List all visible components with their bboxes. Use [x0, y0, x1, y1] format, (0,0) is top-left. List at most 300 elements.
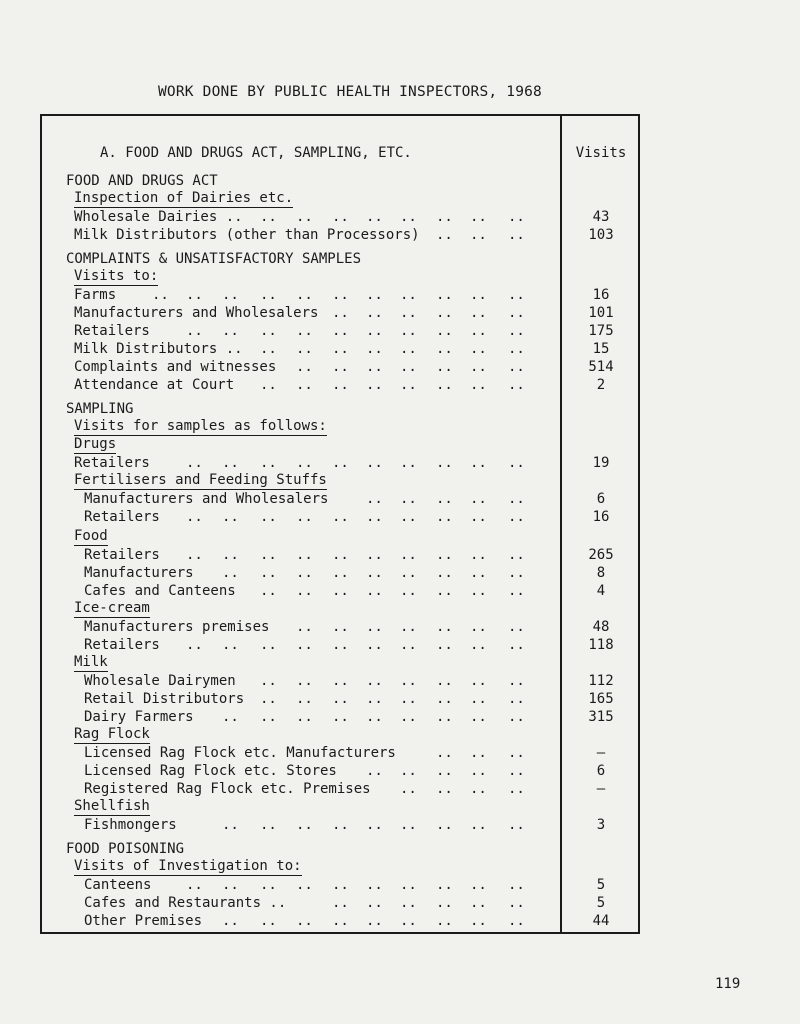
table-row [0, 708, 800, 726]
row-label: Manufacturers and Wholesalers [74, 305, 319, 321]
table-row [0, 582, 800, 600]
dot-leader: .. [470, 455, 487, 471]
dot-leader: .. [222, 565, 239, 581]
dot-leader: .. [260, 209, 277, 225]
dot-leader: .. [366, 619, 383, 635]
dot-leader: .. [366, 565, 383, 581]
visits-value: – [596, 781, 606, 797]
table-section-heading [0, 250, 800, 268]
dot-leader: .. [508, 455, 525, 471]
dot-leader: .. [508, 377, 525, 393]
table-row [0, 208, 800, 226]
dot-leader: .. [470, 763, 487, 779]
table-row [0, 912, 800, 930]
dot-leader: .. [470, 323, 487, 339]
dot-leader: .. [260, 709, 277, 725]
dot-leader: .. [508, 895, 525, 911]
row-label: COMPLAINTS & UNSATISFACTORY SAMPLES [66, 251, 362, 267]
dot-leader: .. [332, 341, 349, 357]
table-row [0, 762, 800, 780]
dot-leader: .. [260, 341, 277, 357]
dot-leader: .. [260, 287, 277, 303]
dot-leader: .. [332, 377, 349, 393]
dot-leader: .. [436, 781, 453, 797]
dot-leader: .. [436, 323, 453, 339]
dot-leader: .. [186, 509, 203, 525]
dot-leader: .. [470, 913, 487, 929]
dot-leader: .. [400, 209, 417, 225]
visits-value: – [596, 745, 606, 761]
dot-leader: .. [366, 341, 383, 357]
row-label: Retailers [84, 637, 160, 653]
table-row [0, 564, 800, 582]
dot-leader: .. [470, 547, 487, 563]
dot-leader: .. [436, 565, 453, 581]
dot-leader: .. [366, 691, 383, 707]
dot-leader: .. [366, 491, 383, 507]
dot-leader: .. [366, 323, 383, 339]
table-section-heading [0, 600, 800, 618]
dot-leader: .. [332, 509, 349, 525]
dot-leader: .. [260, 547, 277, 563]
dot-leader: .. [400, 341, 417, 357]
visits-value: 48 [592, 619, 610, 635]
dot-leader: .. [366, 359, 383, 375]
dot-leader: .. [470, 341, 487, 357]
row-label: Retailers [84, 547, 160, 563]
dot-leader: .. [366, 209, 383, 225]
dot-leader: .. [470, 745, 487, 761]
dot-leader: .. [186, 547, 203, 563]
dot-leader: .. [222, 547, 239, 563]
dot-leader: .. [508, 287, 525, 303]
dot-leader: .. [400, 547, 417, 563]
dot-leader: .. [332, 691, 349, 707]
table-section-heading [0, 172, 800, 190]
dot-leader: .. [332, 305, 349, 321]
dot-leader: .. [186, 637, 203, 653]
dot-leader: .. [470, 209, 487, 225]
dot-leader: .. [508, 491, 525, 507]
dot-leader: .. [508, 323, 525, 339]
dot-leader: .. [260, 877, 277, 893]
dot-leader: .. [296, 323, 313, 339]
dot-leader: .. [508, 341, 525, 357]
dot-leader: .. [400, 877, 417, 893]
dot-leader: .. [260, 377, 277, 393]
dot-leader: .. [332, 877, 349, 893]
dot-leader: .. [436, 547, 453, 563]
dot-leader: .. [400, 491, 417, 507]
dot-leader: .. [260, 673, 277, 689]
dot-leader: .. [332, 323, 349, 339]
dot-leader: .. [400, 895, 417, 911]
dot-leader: .. [436, 305, 453, 321]
dot-leader: .. [366, 913, 383, 929]
dot-leader: .. [470, 691, 487, 707]
dot-leader: .. [400, 673, 417, 689]
row-label: Manufacturers premises [84, 619, 270, 635]
dot-leader: .. [332, 455, 349, 471]
dot-leader: .. [296, 509, 313, 525]
dot-leader: .. [508, 817, 525, 833]
dot-leader: .. [508, 209, 525, 225]
dot-leader: .. [332, 359, 349, 375]
row-label: Other Premises [84, 913, 203, 929]
dot-leader: .. [296, 583, 313, 599]
dot-leader: .. [222, 877, 239, 893]
dot-leader: .. [332, 565, 349, 581]
dot-leader: .. [470, 227, 487, 243]
dot-leader: .. [296, 359, 313, 375]
dot-leader: .. [296, 913, 313, 929]
visits-value: 4 [596, 583, 606, 599]
table-row [0, 546, 800, 564]
table-row [0, 454, 800, 472]
table-section-heading [0, 268, 800, 286]
row-label: SAMPLING [66, 401, 134, 417]
row-label: Cafes and Canteens [84, 583, 236, 599]
row-label: Manufacturers [84, 565, 194, 581]
visits-value: 8 [596, 565, 606, 581]
dot-leader: .. [296, 877, 313, 893]
dot-leader: .. [366, 305, 383, 321]
dot-leader: .. [436, 455, 453, 471]
dot-leader: .. [400, 709, 417, 725]
dot-leader: .. [508, 547, 525, 563]
table-section-heading [0, 472, 800, 490]
table-section-heading [0, 654, 800, 672]
dot-leader: .. [332, 583, 349, 599]
dot-leader: .. [470, 817, 487, 833]
dot-leader: .. [222, 709, 239, 725]
dot-leader: .. [296, 565, 313, 581]
row-label: Rag Flock [74, 726, 150, 742]
table-section-heading [0, 400, 800, 418]
dot-leader: .. [508, 305, 525, 321]
dot-leader: .. [366, 637, 383, 653]
dot-leader: .. [508, 691, 525, 707]
dot-leader: .. [332, 547, 349, 563]
dot-leader: .. [296, 341, 313, 357]
table-section-heading [0, 418, 800, 436]
table-row [0, 490, 800, 508]
dot-leader: .. [436, 691, 453, 707]
table-section-heading [0, 436, 800, 454]
row-label: Farms [74, 287, 117, 303]
visits-value: 265 [588, 547, 614, 563]
dot-leader: .. [508, 637, 525, 653]
visits-value: 3 [596, 817, 606, 833]
dot-leader: .. [470, 709, 487, 725]
dot-leader: .. [436, 895, 453, 911]
dot-leader: .. [296, 455, 313, 471]
row-label: Complaints and witnesses [74, 359, 277, 375]
dot-leader: .. [366, 547, 383, 563]
dot-leader: .. [332, 209, 349, 225]
dot-leader: .. [260, 455, 277, 471]
visits-column-header: Visits [575, 145, 627, 161]
visits-value: 118 [588, 637, 614, 653]
row-label: Fishmongers [84, 817, 177, 833]
row-label: Attendance at Court [74, 377, 235, 393]
dot-leader: .. [508, 763, 525, 779]
dot-leader: .. [508, 227, 525, 243]
table-row [0, 744, 800, 762]
dot-leader: .. [470, 377, 487, 393]
row-label: Canteens [84, 877, 152, 893]
dot-leader: .. [508, 877, 525, 893]
row-label: Cafes and Restaurants .. [84, 895, 287, 911]
table-row [0, 672, 800, 690]
dot-leader: .. [332, 673, 349, 689]
row-label: Licensed Rag Flock etc. Stores [84, 763, 337, 779]
visits-value: 16 [592, 509, 610, 525]
dot-leader: .. [470, 565, 487, 581]
row-label: Visits of Investigation to: [74, 858, 302, 874]
row-label: Wholesale Dairymen [84, 673, 236, 689]
dot-leader: .. [508, 509, 525, 525]
dot-leader: .. [400, 619, 417, 635]
dot-leader: .. [260, 637, 277, 653]
dot-leader: .. [470, 287, 487, 303]
dot-leader: .. [366, 287, 383, 303]
dot-leader: .. [508, 583, 525, 599]
dot-leader: .. [508, 565, 525, 581]
table-row [0, 226, 800, 244]
row-label: FOOD POISONING [66, 841, 185, 857]
visits-value: 2 [596, 377, 606, 393]
dot-leader: .. [332, 913, 349, 929]
table-section-heading [0, 858, 800, 876]
visits-value: 19 [592, 455, 610, 471]
row-label: Food [74, 528, 108, 544]
table-row [0, 636, 800, 654]
visits-value: 112 [588, 673, 614, 689]
table-section-heading [0, 528, 800, 546]
dot-leader: .. [436, 619, 453, 635]
visits-value: 103 [588, 227, 614, 243]
row-label: Retailers [74, 323, 150, 339]
dot-leader: .. [400, 763, 417, 779]
dot-leader: .. [400, 377, 417, 393]
dot-leader: .. [296, 817, 313, 833]
dot-leader: .. [470, 637, 487, 653]
row-label: Shellfish [74, 798, 150, 814]
dot-leader: .. [366, 709, 383, 725]
visits-value: 5 [596, 877, 606, 893]
dot-leader: .. [508, 913, 525, 929]
visits-value: 315 [588, 709, 614, 725]
dot-leader: .. [400, 637, 417, 653]
dot-leader: .. [222, 455, 239, 471]
page-number: 119 [715, 976, 741, 992]
row-label: Visits to: [74, 268, 159, 284]
dot-leader: .. [436, 491, 453, 507]
dot-leader: .. [508, 745, 525, 761]
dot-leader: .. [332, 637, 349, 653]
dot-leader: .. [260, 913, 277, 929]
dot-leader: .. [260, 565, 277, 581]
row-label: Retailers [84, 509, 160, 525]
dot-leader: .. [296, 673, 313, 689]
dot-leader: .. [222, 913, 239, 929]
row-label: Dairy Farmers [84, 709, 194, 725]
page-title: WORK DONE BY PUBLIC HEALTH INSPECTORS, 1968 [158, 84, 542, 100]
row-label: Registered Rag Flock etc. Premises [84, 781, 371, 797]
table-row [0, 376, 800, 394]
dot-leader: .. [186, 323, 203, 339]
dot-leader: .. [400, 287, 417, 303]
dot-leader: .. [508, 709, 525, 725]
dot-leader: .. [436, 637, 453, 653]
dot-leader: .. [296, 637, 313, 653]
dot-leader: .. [508, 619, 525, 635]
dot-leader: .. [296, 709, 313, 725]
dot-leader: .. [400, 305, 417, 321]
dot-leader: .. [366, 509, 383, 525]
dot-leader: .. [366, 817, 383, 833]
dot-leader: .. [508, 359, 525, 375]
table-row [0, 358, 800, 376]
dot-leader: .. [366, 377, 383, 393]
table-row [0, 690, 800, 708]
dot-leader: .. [332, 817, 349, 833]
dot-leader: .. [400, 781, 417, 797]
dot-leader: .. [296, 377, 313, 393]
row-label: Milk Distributors (other than Processors) [74, 227, 420, 243]
dot-leader: .. [470, 491, 487, 507]
table-row [0, 894, 800, 912]
row-label: Licensed Rag Flock etc. Manufacturers [84, 745, 396, 761]
dot-leader: .. [400, 359, 417, 375]
row-label: Manufacturers and Wholesalers [84, 491, 329, 507]
visits-value: 165 [588, 691, 614, 707]
visits-value: 5 [596, 895, 606, 911]
dot-leader: .. [400, 583, 417, 599]
dot-leader: .. [436, 913, 453, 929]
visits-value: 514 [588, 359, 614, 375]
table-row [0, 780, 800, 798]
dot-leader: .. [222, 817, 239, 833]
dot-leader: .. [260, 509, 277, 525]
table-row [0, 286, 800, 304]
row-label: Fertilisers and Feeding Stuffs [74, 472, 327, 488]
row-label: Ice-cream [74, 600, 150, 616]
dot-leader: .. [436, 509, 453, 525]
dot-leader: .. [436, 673, 453, 689]
dot-leader: .. [508, 781, 525, 797]
row-label: Drugs [74, 436, 117, 452]
dot-leader: .. [436, 745, 453, 761]
dot-leader: .. [436, 209, 453, 225]
dot-leader: .. [436, 377, 453, 393]
dot-leader: .. [222, 509, 239, 525]
dot-leader: .. [436, 359, 453, 375]
table-row [0, 322, 800, 340]
table-section-heading [0, 726, 800, 744]
table-row [0, 816, 800, 834]
dot-leader: .. [400, 509, 417, 525]
dot-leader: .. [400, 323, 417, 339]
visits-value: 44 [592, 913, 610, 929]
dot-leader: .. [366, 763, 383, 779]
dot-leader: .. [400, 565, 417, 581]
dot-leader: .. [296, 209, 313, 225]
dot-leader: .. [470, 619, 487, 635]
dot-leader: .. [470, 359, 487, 375]
dot-leader: .. [400, 913, 417, 929]
table-section-heading [0, 840, 800, 858]
dot-leader: .. [436, 709, 453, 725]
row-label: Inspection of Dairies etc. [74, 190, 294, 206]
dot-leader: .. [436, 341, 453, 357]
visits-value: 6 [596, 763, 606, 779]
dot-leader: .. [296, 547, 313, 563]
dot-leader: .. [436, 287, 453, 303]
visits-value: 101 [588, 305, 614, 321]
section-heading: A. FOOD AND DRUGS ACT, SAMPLING, ETC. [100, 145, 412, 161]
row-label: Retail Distributors [84, 691, 245, 707]
dot-leader: .. [400, 817, 417, 833]
dot-leader: .. [366, 673, 383, 689]
dot-leader: .. [470, 305, 487, 321]
row-label: Retailers [74, 455, 150, 471]
dot-leader: .. [436, 583, 453, 599]
dot-leader: .. [400, 691, 417, 707]
table-row [0, 340, 800, 358]
dot-leader: .. [152, 287, 169, 303]
dot-leader: .. [470, 877, 487, 893]
dot-leader: .. [470, 509, 487, 525]
dot-leader: .. [186, 455, 203, 471]
dot-leader: .. [332, 895, 349, 911]
dot-leader: .. [296, 691, 313, 707]
dot-leader: .. [366, 583, 383, 599]
dot-leader: .. [296, 619, 313, 635]
dot-leader: .. [260, 691, 277, 707]
visits-value: 175 [588, 323, 614, 339]
row-label: Milk Distributors .. [74, 341, 243, 357]
row-label: FOOD AND DRUGS ACT [66, 173, 218, 189]
dot-leader: .. [366, 895, 383, 911]
dot-leader: .. [470, 583, 487, 599]
dot-leader: .. [186, 287, 203, 303]
dot-leader: .. [332, 709, 349, 725]
dot-leader: .. [470, 781, 487, 797]
dot-leader: .. [436, 877, 453, 893]
dot-leader: .. [436, 817, 453, 833]
visits-value: 15 [592, 341, 610, 357]
dot-leader: .. [332, 287, 349, 303]
table-row [0, 304, 800, 322]
visits-value: 16 [592, 287, 610, 303]
dot-leader: .. [186, 877, 203, 893]
dot-leader: .. [366, 455, 383, 471]
table-row [0, 618, 800, 636]
row-label: Visits for samples as follows: [74, 418, 327, 434]
table-row [0, 508, 800, 526]
visits-value: 6 [596, 491, 606, 507]
dot-leader: .. [222, 637, 239, 653]
row-label: Milk [74, 654, 108, 670]
dot-leader: .. [260, 817, 277, 833]
dot-leader: .. [222, 323, 239, 339]
table-section-heading [0, 190, 800, 208]
dot-leader: .. [222, 287, 239, 303]
dot-leader: .. [366, 877, 383, 893]
dot-leader: .. [296, 287, 313, 303]
